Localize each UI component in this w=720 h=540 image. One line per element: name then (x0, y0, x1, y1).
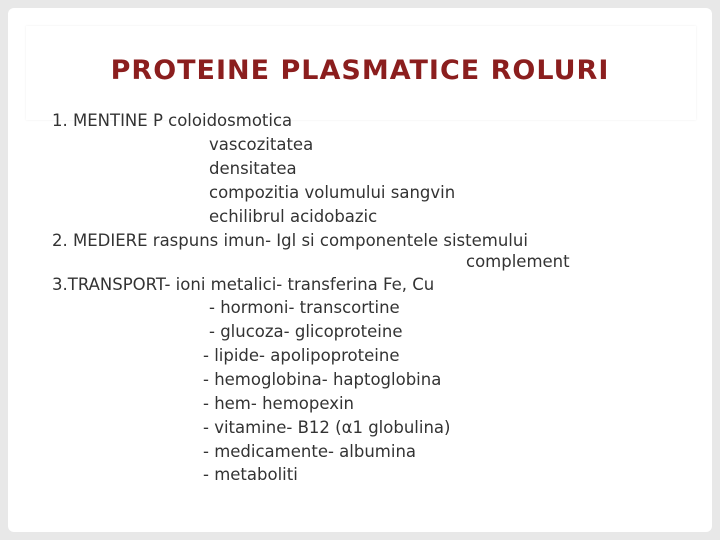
text-line: - hormoni- transcortine (209, 298, 400, 317)
text-line: - hemoglobina- haptoglobina (203, 370, 442, 389)
text-line: echilibrul acidobazic (209, 207, 378, 226)
text-line: - glucoza- glicoproteine (209, 322, 403, 341)
text-line: complement (466, 252, 570, 271)
text-line: 2. MEDIERE raspuns imun- Igl si componentele sistemului (52, 231, 528, 250)
text-line: - lipide- apolipoproteine (203, 346, 400, 365)
text-line: 3.TRANSPORT- ioni metalici- transferina Fe, Cu (52, 275, 435, 294)
text-line: compozitia volumului sangvin (209, 183, 456, 202)
text-line: 1. MENTINE P coloidosmotica (52, 111, 293, 130)
text-line: - metaboliti (203, 465, 298, 484)
text-line: - vitamine- B12 (α1 globulina) (203, 418, 451, 437)
text-line: - hem- hemopexin (203, 394, 354, 413)
text-line: densitatea (209, 159, 297, 178)
slide-title: PROTEINE PLASMATICE ROLURI (110, 55, 610, 86)
text-line: - medicamente- albumina (203, 442, 417, 461)
text-line: vascozitatea (209, 135, 314, 154)
